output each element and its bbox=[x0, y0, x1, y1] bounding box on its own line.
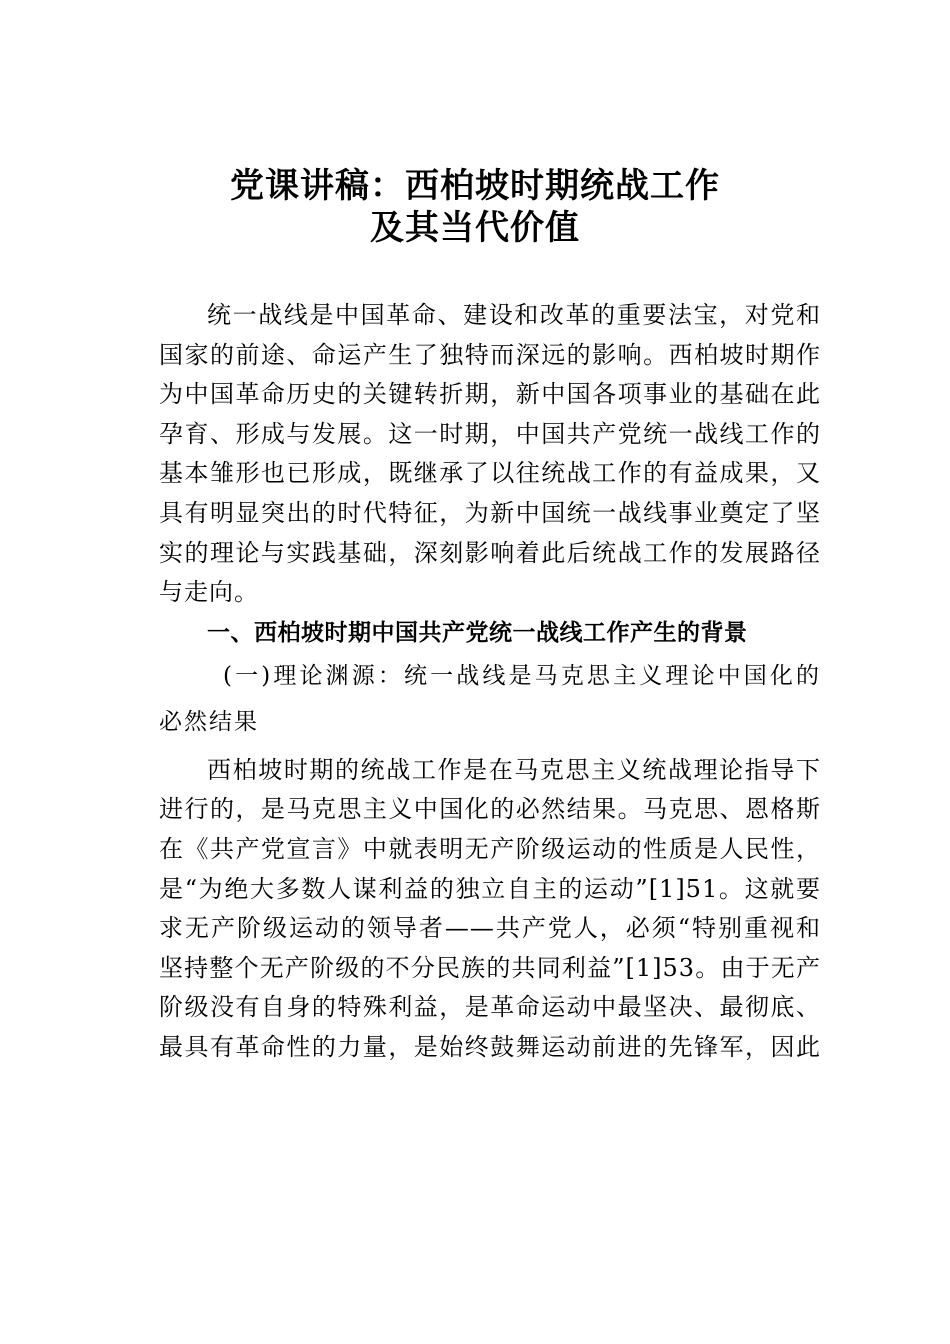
body-paragraph bbox=[159, 751, 821, 1068]
section-heading: 一、西柏坡时期中国共产党统一战线工作产生的背景 bbox=[207, 619, 748, 646]
paragraph-line: 最具有革命性的力量，是始终鼓舞运动前进的先锋军，因此 bbox=[159, 1032, 821, 1061]
paragraph-line: 阶级没有自身的特殊利益，是革命运动中最坚决、最彻底、 bbox=[159, 993, 821, 1022]
intro-line: 实的理论与实践基础，深刻影响着此后统战工作的发展路径 bbox=[159, 538, 821, 567]
paragraph-line: 求无产阶级运动的领导者——共产党人，必须“特别重视和 bbox=[159, 914, 821, 943]
subsection-heading-line: (一)理论渊源：统一战线是马克思主义理论中国化的 bbox=[223, 662, 821, 689]
subsection-heading-line: 必然结果 bbox=[159, 708, 259, 735]
paragraph-line: 西柏坡时期的统战工作是在马克思主义统战理论指导下 bbox=[207, 755, 821, 784]
intro-line: 基本雏形也已形成，既继承了以往统战工作的有益成果，又 bbox=[159, 459, 821, 488]
intro-paragraph bbox=[159, 296, 821, 613]
intro-line: 为中国革命历史的关键转折期，新中国各项事业的基础在此 bbox=[159, 380, 821, 409]
document-title-line-1: 党课讲稿：西柏坡时期统战工作 bbox=[230, 166, 720, 206]
paragraph-line: 进行的，是马克思主义中国化的必然结果。马克思、恩格斯 bbox=[159, 795, 821, 824]
paragraph-line: 在《共产党宣言》中就表明无产阶级运动的性质是人民性， bbox=[159, 834, 821, 863]
intro-line: 与走向。 bbox=[159, 578, 259, 607]
intro-line: 统一战线是中国革命、建设和改革的重要法宝，对党和 bbox=[207, 301, 821, 329]
paragraph-line: 坚持整个无产阶级的不分民族的共同利益”[1]53。由于无产 bbox=[159, 953, 821, 982]
intro-line: 孕育、形成与发展。这一时期，中国共产党统一战线工作的 bbox=[159, 419, 821, 448]
document-title-line-2: 及其当代价值 bbox=[370, 208, 580, 248]
intro-line: 具有明显突出的时代特征，为新中国统一战线事业奠定了坚 bbox=[159, 498, 821, 527]
paragraph-line: 是“为绝大多数人谋利益的独立自主的运动”[1]51。这就要 bbox=[159, 874, 821, 903]
subsection-heading bbox=[159, 653, 821, 745]
intro-line: 国家的前途、命运产生了独特而深远的影响。西柏坡时期作 bbox=[159, 340, 821, 369]
document-body bbox=[159, 296, 821, 1068]
